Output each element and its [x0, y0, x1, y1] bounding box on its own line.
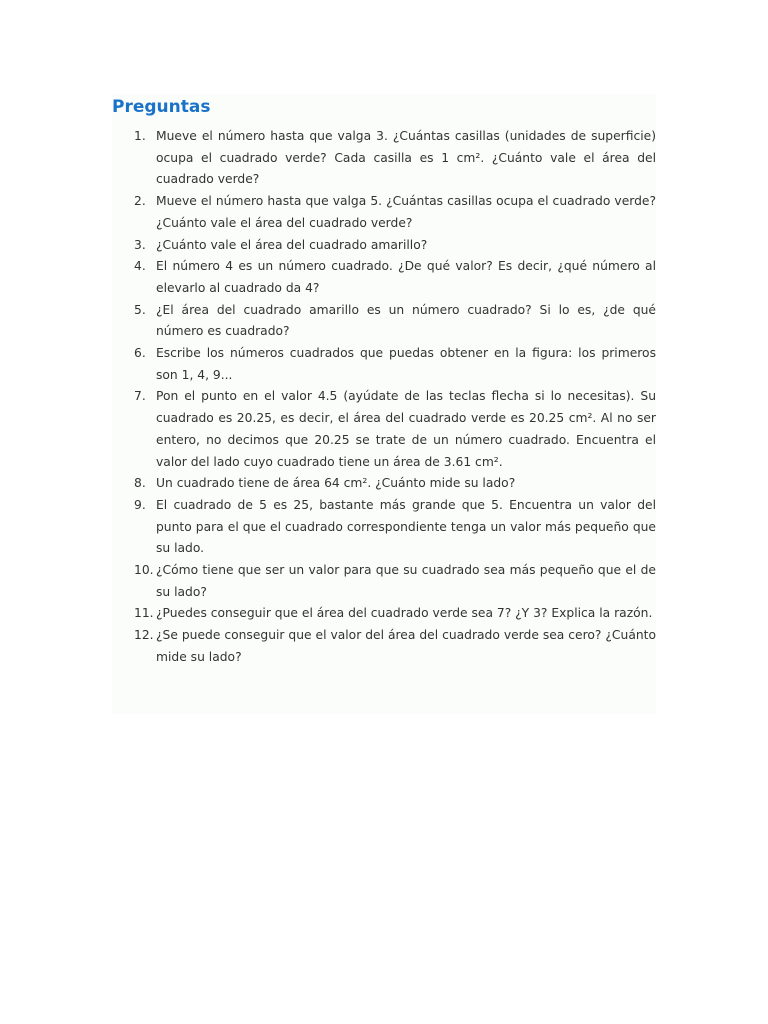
question-item	[134, 560, 656, 603]
question-text: Un cuadrado tiene de área 64 cm². ¿Cuánto mide su lado?	[156, 476, 516, 491]
question-number: 9.	[134, 497, 146, 512]
question-text: El número 4 es un número cuadrado. ¿De qué valor? Es decir, ¿qué número al elevarlo al cuadrado da 4?	[156, 259, 656, 295]
question-number: 2.	[134, 194, 146, 209]
question-text: Escribe los números cuadrados que puedas obtener en la figura: los primeros son 1, 4, 9...	[156, 346, 656, 382]
question-text: ¿Puedes conseguir que el área del cuadrado verde sea 7? ¿Y 3? Explica la razón.	[156, 606, 653, 621]
question-number: 6.	[134, 346, 146, 361]
question-item	[134, 235, 656, 257]
question-item	[134, 386, 656, 473]
question-item	[134, 256, 656, 299]
question-text: ¿Cuánto vale el área del cuadrado amarillo?	[156, 237, 428, 252]
question-text: El cuadrado de 5 es 25, bastante más grande que 5. Encuentra un valor del punto para el que el cuadrado correspondiente tenga un valor más pequeño que su lado.	[156, 497, 656, 556]
question-number: 11.	[134, 606, 154, 621]
question-text: ¿El área del cuadrado amarillo es un número cuadrado? Si lo es, ¿de qué número es cuadrado?	[156, 302, 656, 339]
question-number: 8.	[134, 476, 146, 491]
question-number: 1.	[134, 129, 146, 143]
question-number: 12.	[134, 628, 154, 643]
question-item	[134, 603, 656, 625]
question-item	[134, 625, 656, 668]
question-number: 5.	[134, 302, 146, 317]
question-text: Mueve el número hasta que valga 3. ¿Cuántas casillas (unidades de superficie) ocupa el cuadrado verde? Cada casilla es 1 cm². ¿Cuánto vale el área del cuadrado verde?	[156, 129, 656, 187]
question-item	[134, 473, 656, 495]
question-number: 10.	[134, 563, 154, 578]
questions-list	[134, 126, 656, 669]
question-item	[134, 495, 656, 560]
question-item	[134, 343, 656, 386]
question-text: ¿Se puede conseguir que el valor del área del cuadrado verde sea cero? ¿Cuánto mide su lado?	[156, 628, 656, 664]
question-number: 4.	[134, 259, 146, 274]
question-text: Mueve el número hasta que valga 5. ¿Cuántas casillas ocupa el cuadrado verde? ¿Cuánto vale el área del cuadrado verde?	[156, 194, 656, 230]
question-number: 3.	[134, 237, 146, 252]
question-item	[134, 126, 656, 191]
question-text: ¿Cómo tiene que ser un valor para que su cuadrado sea más pequeño que el de su lado?	[156, 563, 656, 599]
section-heading: Preguntas	[112, 97, 211, 117]
question-item	[134, 300, 656, 343]
question-item	[134, 191, 656, 234]
question-number: 7.	[134, 389, 146, 404]
question-text: Pon el punto en el valor 4.5 (ayúdate de las teclas flecha si lo necesitas). Su cuadrado es 20.25, es decir, el área del cuadrado verde es 20.25 cm². Al no ser entero, no decimos que 20.25 se trate de un número cuadrado. Encuentra el valor del lado cuyo cuadrado tiene un área de 3.61 cm².	[156, 389, 656, 469]
